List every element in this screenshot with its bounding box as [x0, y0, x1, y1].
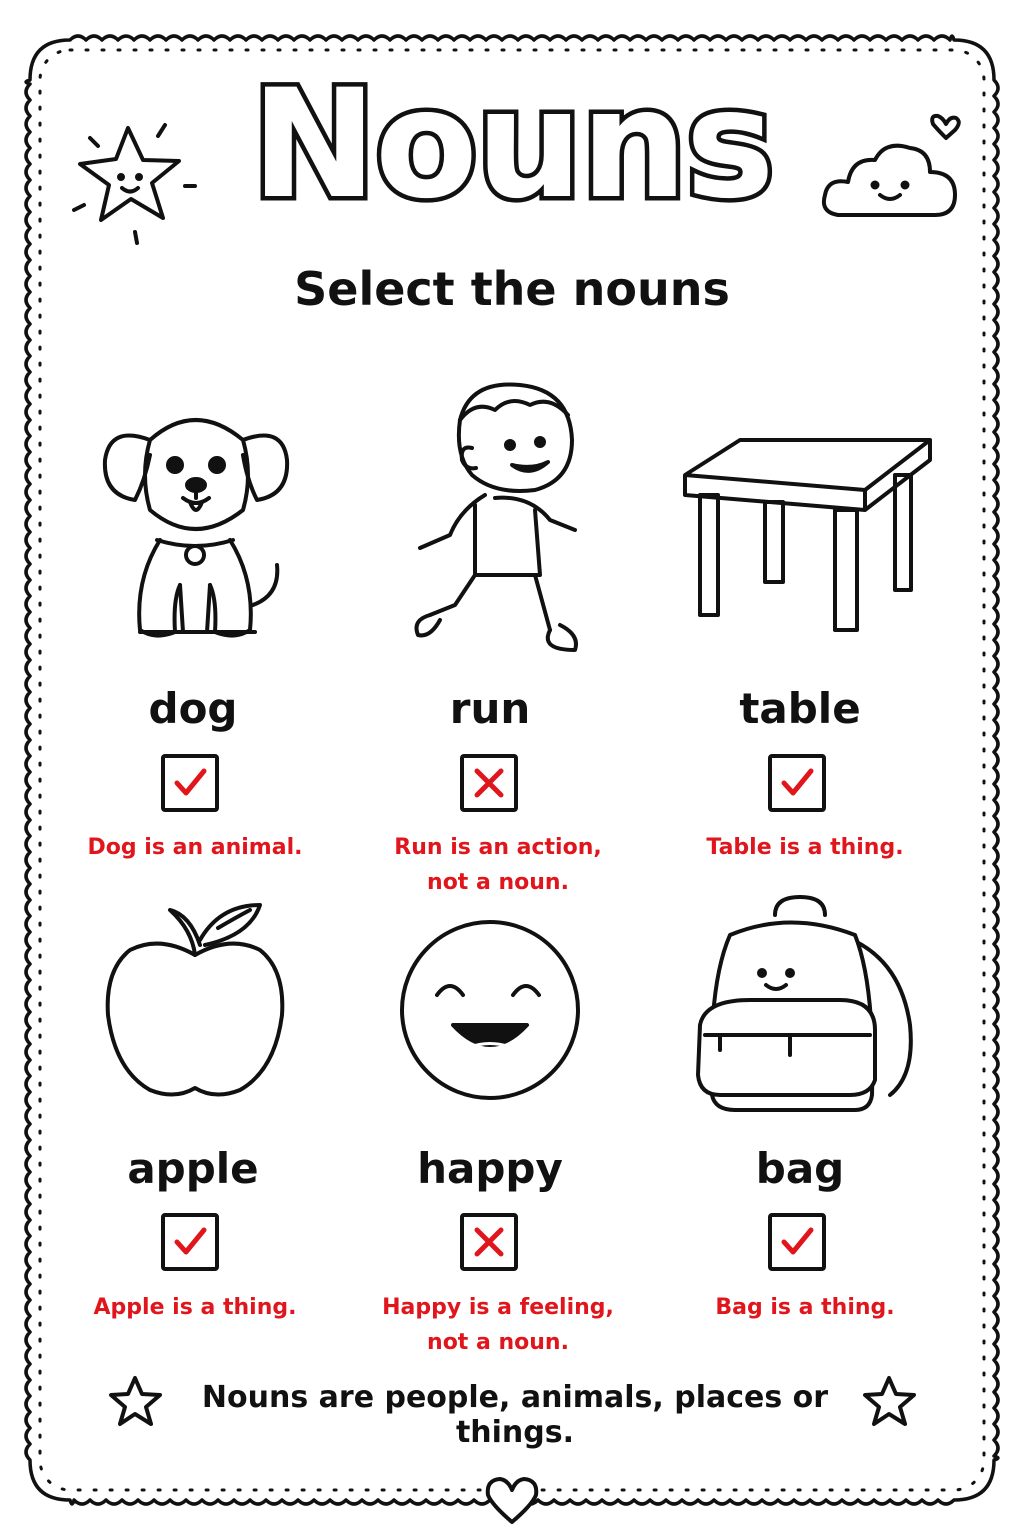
checkbox-bag[interactable]	[768, 1213, 826, 1271]
word-run: run	[449, 684, 531, 733]
word-dog: dog	[148, 684, 238, 733]
note-happy: Happy is a feeling, not a noun.	[382, 1295, 614, 1355]
footer-definition: Nouns are people, animals, places or things.	[201, 1380, 829, 1450]
page-title: Nouns	[251, 58, 773, 232]
checkbox-happy[interactable]	[460, 1213, 518, 1271]
note-apple: Apple is a thing.	[93, 1295, 297, 1320]
running-boy-icon	[400, 370, 600, 660]
cross-icon	[470, 764, 508, 802]
instruction-subtitle: Select the nouns	[294, 262, 730, 316]
note-run: Run is an action, not a noun.	[394, 835, 602, 895]
backpack-icon	[690, 895, 920, 1120]
checkbox-table[interactable]	[768, 754, 826, 812]
check-icon	[171, 1223, 209, 1261]
check-icon	[778, 764, 816, 802]
note-table: Table is a thing.	[706, 835, 904, 860]
word-happy: happy	[417, 1144, 563, 1193]
word-bag: bag	[755, 1144, 845, 1193]
check-icon	[778, 1223, 816, 1261]
note-bag: Bag is a thing.	[715, 1295, 895, 1320]
note-dog: Dog is an animal.	[87, 835, 303, 860]
dog-icon	[95, 400, 295, 645]
happy-face-icon	[395, 915, 585, 1105]
checkbox-apple[interactable]	[161, 1213, 219, 1271]
word-table: table	[739, 684, 861, 733]
cross-icon	[470, 1223, 508, 1261]
check-icon	[171, 764, 209, 802]
table-icon	[680, 430, 935, 640]
word-apple: apple	[127, 1144, 259, 1193]
checkbox-dog[interactable]	[161, 754, 219, 812]
apple-icon	[100, 900, 290, 1100]
checkbox-run[interactable]	[460, 754, 518, 812]
